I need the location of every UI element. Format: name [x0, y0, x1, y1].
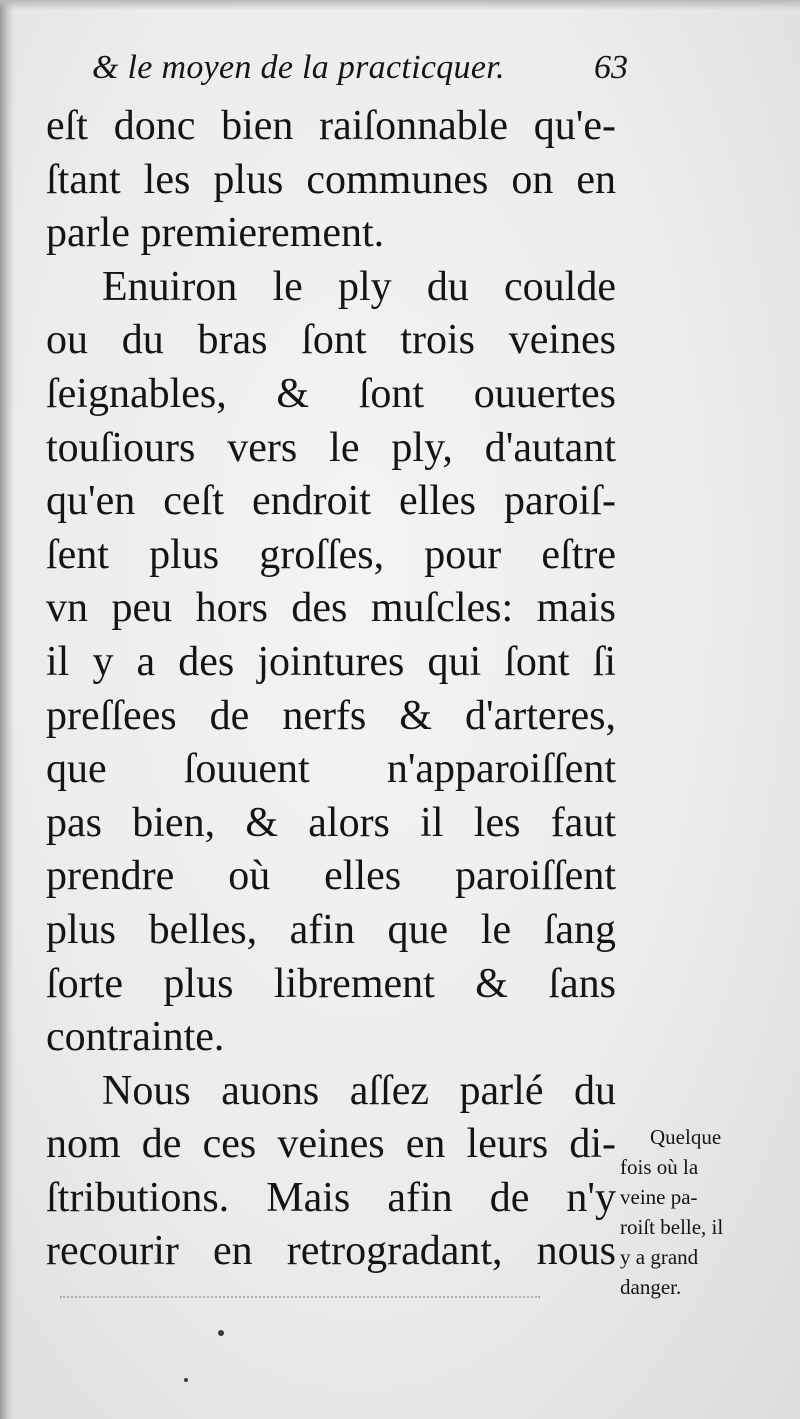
text-line: qu'en ceſt endroit elles paroiſ- [46, 478, 616, 525]
text-line: prendre où elles paroiſſent [46, 853, 616, 900]
marginal-note-line: Quelque [650, 1125, 722, 1149]
marginal-note-line: danger. [620, 1275, 682, 1299]
ink-speck [218, 1330, 224, 1336]
text-line: recourir en retrogradant, nous [46, 1228, 616, 1275]
text-line: parle premierement. [46, 210, 385, 257]
page-left-shadow [0, 0, 14, 1419]
text-line: ou du bras ſont trois veines [46, 317, 616, 364]
marginal-note-line: roiſt belle, il [620, 1215, 724, 1239]
running-head [92, 46, 628, 90]
text-line: ſorte plus librement & ſans [46, 960, 616, 1007]
text-line: pas bien, & alors il les faut [46, 799, 616, 846]
marginal-note-line: fois où la [620, 1155, 699, 1179]
text-line: ſtributions. Mais afin de n'y [46, 1174, 616, 1221]
text-line: ſeignables, & ſont ouuertes [46, 370, 616, 417]
bottom-rule-dots [60, 1296, 540, 1300]
text-line: ſtant les plus communes on en [46, 156, 616, 203]
running-head-title: & le moyen de la practicquer. [92, 49, 505, 86]
ink-speck [184, 1378, 188, 1382]
page-number: 63 [594, 49, 628, 86]
text-line: Enuiron le ply du coulde [102, 263, 616, 310]
page-top-shadow [0, 0, 800, 10]
text-line: preſſees de nerfs & d'arteres, [46, 692, 616, 739]
text-line: contrainte. [46, 1014, 225, 1061]
body-text [46, 100, 616, 1279]
text-line: eſt donc bien raiſonnable qu'e- [46, 103, 616, 149]
text-line: touſiours vers le ply, d'autant [46, 424, 616, 471]
text-line: ſent plus groſſes, pour eſtre [46, 531, 616, 578]
marginal-note-line: veine pa- [620, 1185, 698, 1209]
text-line: plus belles, afin que le ſang [46, 906, 616, 953]
text-line: que ſouuent n'apparoiſſent [46, 746, 616, 793]
text-line: nom de ces veines en leurs di- [46, 1121, 616, 1168]
text-line: il y a des jointures qui ſont ſi [46, 638, 616, 685]
text-line: vn peu hors des muſcles: mais [46, 585, 616, 632]
marginal-note-line: y a grand [620, 1245, 699, 1269]
text-line: Nous auons aſſez parlé du [102, 1067, 616, 1114]
marginal-note [620, 1122, 770, 1302]
